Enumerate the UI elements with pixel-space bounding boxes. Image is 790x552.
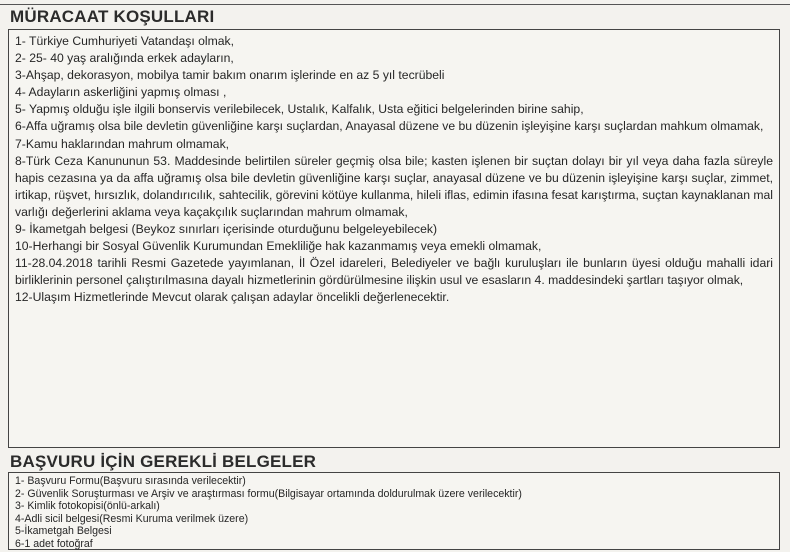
document-item: 5-İkametgah Belgesi bbox=[15, 525, 112, 538]
conditions-box bbox=[8, 29, 780, 448]
condition-item: 3-Ahşap, dekorasyon, mobilya tamir bakım onarım işlerinde en az 5 yıl tecrübeli bbox=[15, 68, 445, 83]
condition-item: 7-Kamu haklarından mahrum olmamak, bbox=[15, 136, 230, 151]
condition-item: 9- İkametgah belgesi (Beykoz sınırları içerisinde oturduğunu belgeleyebilecek) bbox=[15, 222, 438, 237]
previous-section-edge bbox=[0, 0, 790, 5]
document-item: 1- Başvuru Formu(Başvuru sırasında verilecektir) bbox=[15, 475, 246, 487]
condition-item: 1- Türkiye Cumhuriyeti Vatandaşı olmak, bbox=[15, 34, 235, 48]
condition-item: 5- Yapmış olduğu işle ilgili bonservis verilebilecek, Ustalık, Kalfalık, Usta eğitici belgelerinden birine sahip, bbox=[15, 102, 584, 117]
documents-heading: BAŞVURU İÇİN GEREKLİ BELGELER bbox=[10, 452, 317, 471]
document-item: 6-1 adet fotoğraf bbox=[15, 537, 93, 550]
condition-item: 8-Türk Ceza Kanununun 53. Maddesinde belirtilen süreler geçmiş olsa bile; kasten işlenen bir suçtan dolayı bir yıl veya daha fazla süreyle hapis cezasına ya da affa uğramış olsa bile devletin güvenliğine karşı suçlar, anayasal düzene ve bu düzenin işleyişine karşı suçlar, zimmet, irtikap, rüşvet, hırsızlık, dolandırıcılık, sahtecilik, görevini kötüye kullanma, hileli iflas, edimin ifasına fesat karıştırma, suçtan kaynaklanan mal varlığı değerlerini aklama veya kaçakçılık suçlarından mahrum olmamak, bbox=[15, 153, 773, 219]
condition-item: 4- Adayların askerliğini yapmış olması , bbox=[15, 85, 227, 100]
condition-item: 11-28.04.2018 tarihli Resmi Gazetede yayımlanan, İl Özel idareleri, Belediyeler ve bağlı kuruluşları ile bunların üyesi olduğu mahalli idari birliklerinin personel çalıştırılmasına dayalı hizmetlerinin gördürülmesine ilişkin usul ve esasların 4. maddesindeki şartları taşıyor olmak, bbox=[15, 256, 773, 288]
condition-item: 10-Herhangi bir Sosyal Güvenlik Kurumundan Emekliliğe hak kazanmamış veya emekli olmamak, bbox=[15, 239, 542, 254]
condition-item: 12-Ulaşım Hizmetlerinde Mevcut olarak çalışan adaylar öncelikli değerlenecektir. bbox=[15, 290, 450, 305]
condition-item: 6-Affa uğramış olsa bile devletin güvenliğine karşı suçlardan, Anayasal düzene ve bu düzenin işleyişine karşı suçlardan mahkum olmamak, bbox=[15, 119, 764, 134]
condition-item: 2- 25- 40 yaş aralığında erkek adayların, bbox=[15, 51, 234, 66]
documents-box bbox=[8, 472, 780, 550]
conditions-heading: MÜRACAAT KOŞULLARI bbox=[10, 7, 215, 26]
document-item: 4-Adli sicil belgesi(Resmi Kuruma verilmek üzere) bbox=[15, 512, 249, 525]
document-item: 2- Güvenlik Soruşturması ve Arşiv ve araştırması formu(Bilgisayar ortamında doldurulmak üzere verilecektir) bbox=[15, 487, 522, 500]
document-item: 3- Kimlik fotokopisi(önlü-arkalı) bbox=[15, 500, 160, 513]
